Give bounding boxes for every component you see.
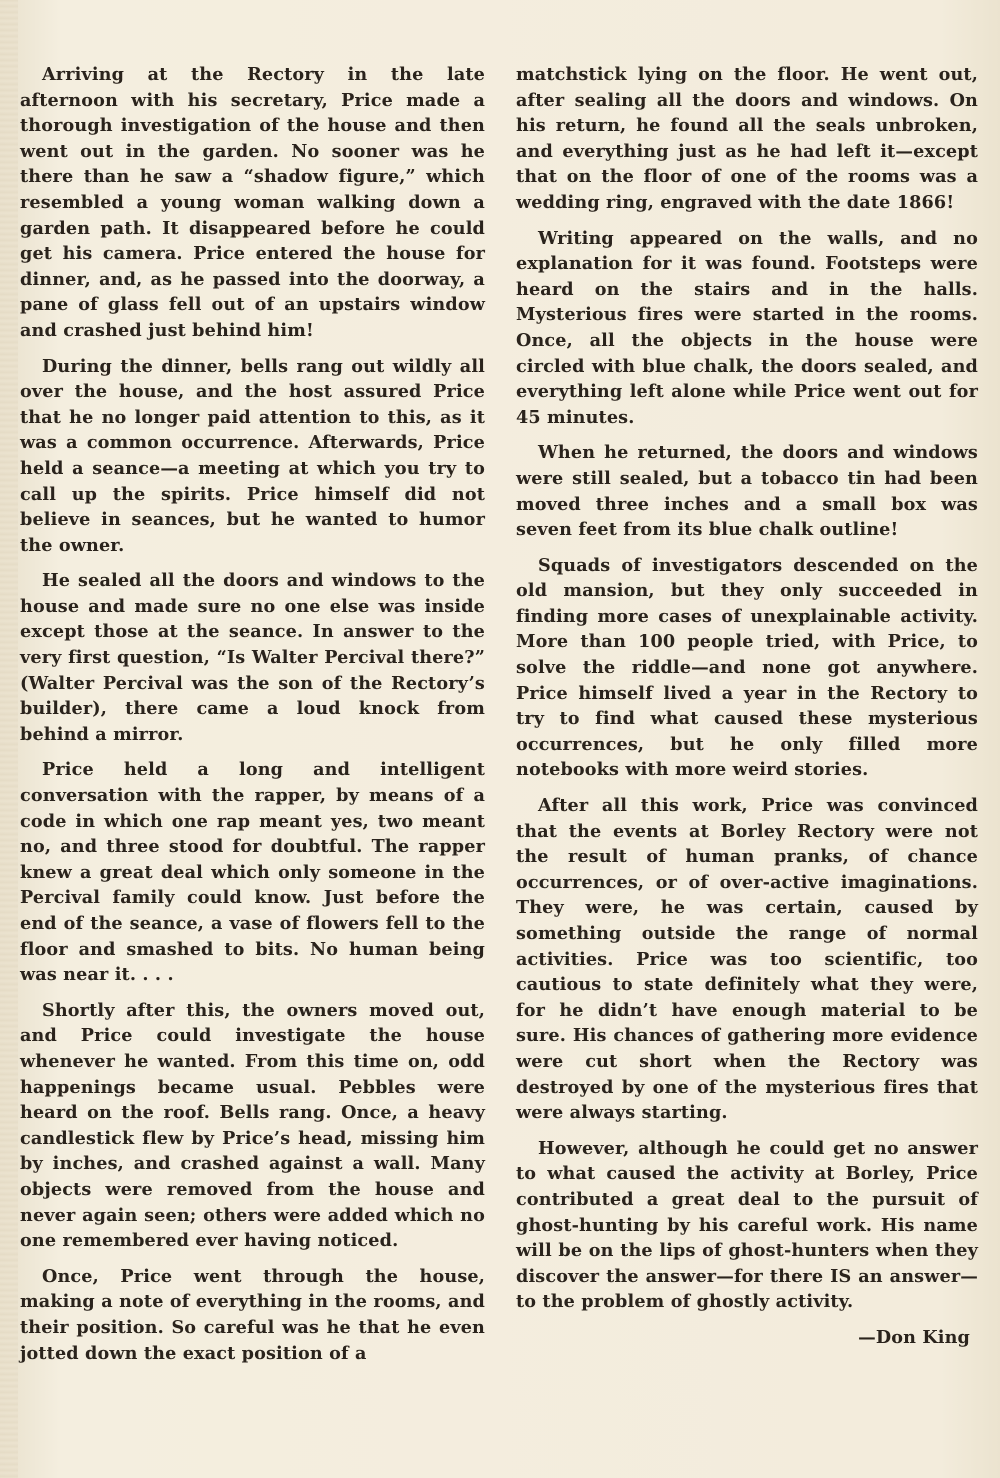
paragraph: Price held a long and intelligent conversation with the rapper, by means of a code in which one rap meant yes, two meant no, and three stood for doubtful. The rapper knew a great deal which only someone in the Percival family could know. Just before the end of the seance, a vase of flowers fell to the floor and smashed to bits. No human being was near it. . . . — [20, 759, 485, 986]
paragraph: Arriving at the Rectory in the late afternoon with his secretary, Price made a thorough investigation of the house and then went out in the garden. No sooner was he there than he saw a “shadow figure,” which resembled a young woman walking down a garden path. It disappeared before he could get his camera. Price entered the house for dinner, and, as he passed into the doorway, a pane of glass fell out of an upstairs window and crashed just behind him! — [20, 64, 485, 341]
paragraph-continuation: matchstick lying on the floor. He went out, after sealing all the doors and windows. On his return, he found all the seals unbroken, and everything just as he had left it—except that on the floor of one of the rooms was a wedding ring, engraved with the date 1866! — [516, 64, 978, 213]
paragraph: During the dinner, bells rang out wildly all over the house, and the host assured Price that he no longer paid attention to this, as it was a common occurrence. Afterwards, Price held a seance—a meeting at which you try to call up the spirits. Price himself did not believe in seances, but he wanted to humor the owner. — [20, 355, 485, 556]
right-column — [516, 62, 978, 1361]
paragraph: Shortly after this, the owners moved out, and Price could investigate the house whenever he wanted. From this time on, odd happenings became usual. Pebbles were heard on the roof. Bells rang. Once, a heavy candlestick flew by Price’s head, missing him by inches, and crashed against a wall. Many objects were removed from the house and never again seen; others were added which no one remembered ever having noticed. — [20, 999, 485, 1252]
paragraph: Once, Price went through the house, making a note of everything in the rooms, and their position. So careful was he that he even jotted down the exact position of a — [20, 1265, 485, 1364]
author-signature: —Don King — [858, 1326, 970, 1348]
paragraph: Writing appeared on the walls, and no explanation for it was found. Footsteps were heard on the stairs and in the halls. Mysterious fires were started in the rooms. Once, all the objects in the house were circled with blue chalk, the doors sealed, and everything left alone while Price went out for 45 minutes. — [516, 227, 978, 428]
left-column — [20, 62, 485, 1376]
page-edge — [0, 0, 18, 1478]
paragraph: When he returned, the doors and windows were still sealed, but a tobacco tin had been moved three inches and a small box was seven feet from its blue chalk outline! — [516, 442, 978, 541]
paragraph: Squads of investigators descended on the old mansion, but they only succeeded in finding more cases of unexplainable activity. More than 100 people tried, with Price, to solve the riddle—and none got anywhere. Price himself lived a year in the Rectory to try to find what caused these mysterious occurrences, but he only filled more notebooks with more weird stories. — [516, 554, 978, 781]
paragraph: He sealed all the doors and windows to the house and made sure no one else was inside except those at the seance. In answer to the very first question, “Is Walter Percival there?” (Walter Percival was the son of the Rectory’s builder), there came a loud knock from behind a mirror. — [20, 570, 485, 745]
paragraph: However, although he could get no answer to what caused the activity at Borley, Price contributed a great deal to the pursuit of ghost-hunting by his careful work. His name will be on the lips of ghost-hunters when they discover the answer—for there IS an answer—to the problem of ghostly activity. — [516, 1137, 978, 1313]
paragraph: After all this work, Price was convinced that the events at Borley Rectory were not the result of human pranks, of chance occurrences, or of over-active imaginations. They were, he was certain, caused by something outside the range of normal activities. Price was too scientific, too cautious to state definitely what they were, for he didn’t have enough material to be sure. His chances of gathering more evidence were cut short when the Rectory was destroyed by one of the mysterious fires that were always starting. — [516, 795, 978, 1124]
